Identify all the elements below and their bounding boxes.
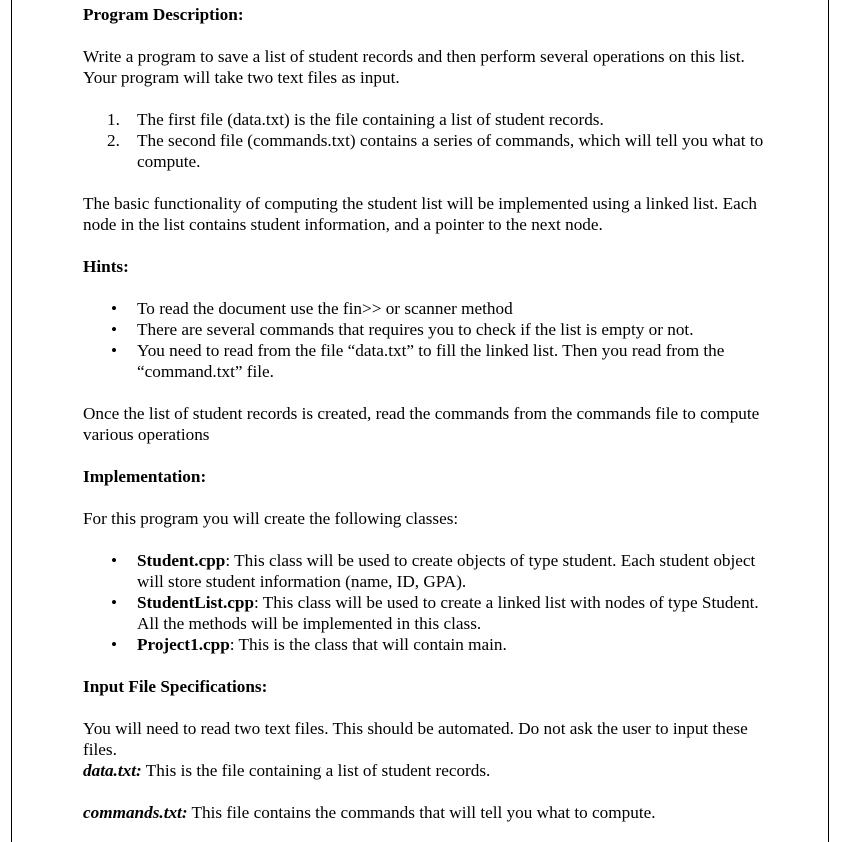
program-description-intro: Write a program to save a list of student records and then perform several operations on this list. Your program will take two text files as input. [83,47,745,87]
bullet-icon: • [111,635,118,654]
bullet-icon: • [111,299,118,318]
implementation-heading: Implementation: [83,467,207,486]
document-content [83,4,773,823]
hints-list [83,298,773,382]
list-item [83,109,773,130]
list-item-text: The first file (data.txt) is the file containing a list of student records. [137,110,604,129]
document-page [11,0,829,842]
input-files-list [83,109,773,172]
class-name: StudentList.cpp [137,593,255,612]
list-number: 1. [107,110,120,129]
class-name: Project1.cpp [137,635,230,654]
program-description-heading: Program Description: [83,5,244,24]
commands-file-text: This file contains the commands that will tell you what to compute. [187,803,656,822]
list-item-text: To read the document use the fin>> or scanner method [137,299,513,318]
commands-paragraph: Once the list of student records is created, read the commands from the commands file to compute various operations [83,404,760,444]
class-description: : This class will be used to create a linked list with nodes of type Student. All the methods will be implemented in this class. [137,593,759,633]
input-spec-heading: Input File Specifications: [83,677,268,696]
list-item [83,550,773,592]
implementation-intro: For this program you will create the following classes: [83,509,459,528]
commands-file-label: commands.txt: [83,803,188,822]
list-item [83,592,773,634]
hints-heading: Hints: [83,257,129,276]
basic-functionality-paragraph: The basic functionality of computing the student list will be implemented using a linked list. Each node in the list contains student information, and a pointer to the next node. [83,194,757,234]
data-file-label: data.txt: [83,761,142,780]
list-item [83,634,773,655]
bullet-icon: • [111,593,118,612]
class-description: : This class will be used to create objects of type student. Each student object will store student information (name, ID, GPA). [137,551,756,591]
list-item-text: There are several commands that requires you to check if the list is empty or not. [137,320,694,339]
list-item [83,319,773,340]
data-file-spec [83,760,773,781]
classes-list [83,550,773,655]
bullet-icon: • [111,320,118,339]
bullet-icon: • [111,551,118,570]
commands-file-spec [83,802,773,823]
list-item [83,298,773,319]
list-item-text: You need to read from the file “data.txt” to fill the linked list. Then you read from the “command.txt” file. [137,341,725,381]
list-item-text: The second file (commands.txt) contains a series of commands, which will tell you what to compute. [137,131,764,171]
list-item [83,130,773,172]
class-name: Student.cpp [137,551,226,570]
bullet-icon: • [111,341,118,360]
list-item [83,340,773,382]
list-number: 2. [107,131,120,150]
input-spec-intro: You will need to read two text files. This should be automated. Do not ask the user to input these files. [83,719,748,759]
data-file-text: This is the file containing a list of student records. [141,761,491,780]
class-description: : This is the class that will contain main. [229,635,507,654]
